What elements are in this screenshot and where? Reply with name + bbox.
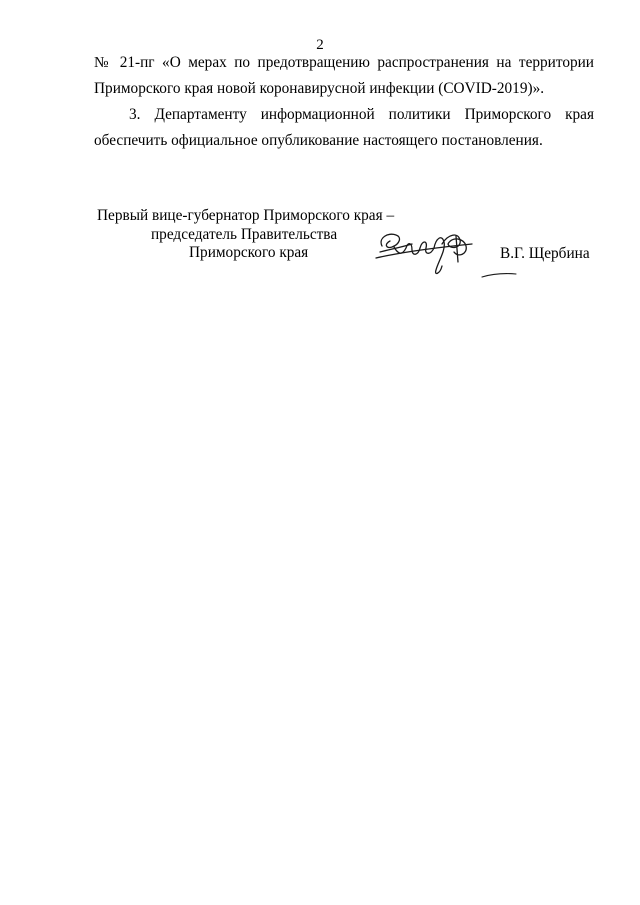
signatory-title-line: председатель Правительства xyxy=(151,225,338,243)
signatory-name: В.Г. Щербина xyxy=(500,245,590,262)
signature-underline xyxy=(480,270,520,280)
paragraph-line: 3. Департаменту информационной политики Приморского края xyxy=(129,106,594,123)
signatory-title-line: Первый вице-губернатор Приморского края – xyxy=(97,207,395,224)
paragraph-line: обеспечить официальное опубликование настоящего постановления. xyxy=(94,132,543,149)
paragraph-decree-reference xyxy=(94,50,594,102)
page-number: 2 xyxy=(316,37,324,53)
paragraph-line: Приморского края новой коронавирусной инфекции (COVID-2019)». xyxy=(94,80,545,97)
handwritten-signature-icon xyxy=(372,222,482,282)
paragraph-line: № 21-пг «О мерах по предотвращению распространения на территории xyxy=(94,54,594,71)
signatory-title-line: Приморского края xyxy=(189,244,309,261)
paragraph-publication-order xyxy=(94,102,594,154)
